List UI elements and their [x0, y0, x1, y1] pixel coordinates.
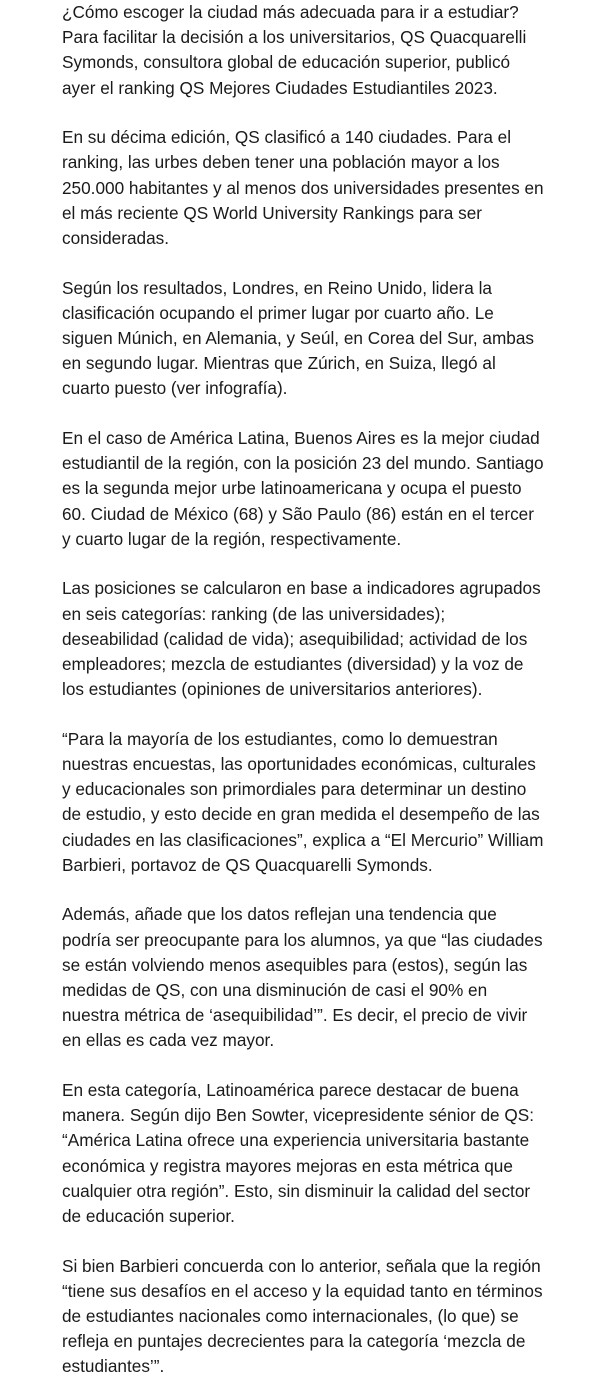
paragraph-methodology: En su décima edición, QS clasificó a 140 ciudades. Para el ranking, las urbes deben tener una población mayor a los 250.000 habitantes y al menos dos universidades presentes en el más reciente QS World University Rankings para ser consideradas.: [62, 127, 544, 249]
paragraph-indicators: Las posiciones se calcularon en base a indicadores agrupados en seis categorías: ranking (de las universidades); deseabilidad (calidad de vida); asequibilidad; actividad de los empleadores; mezcla de estudiantes (diversidad) y la voz de los estudiantes (opiniones de universitarios anteriores).: [62, 578, 541, 700]
paragraph-latin-america: En el caso de América Latina, Buenos Aires es la mejor ciudad estudiantil de la región, con la posición 23 del mundo. Santiago es la segunda mejor urbe latinoamericana y ocupa el puesto 60. Ciudad de México (68) y São Paulo (86) están en el tercer y cuarto lugar de la región, respectivamente.: [62, 428, 544, 549]
paragraph-global-results: Según los resultados, Londres, en Reino Unido, lidera la clasificación ocupando el primer lugar por cuarto año. Le siguen Múnich, en Alemania, y Seúl, en Corea del Sur, ambas en segundo lugar. Mientras que Zúrich, en Suiza, llegó al cuarto puesto (ver infografía).: [62, 277, 534, 399]
article-body: [62, 0, 562, 1380]
paragraph-sowter-quote: En esta categoría, Latinoamérica parece destacar de buena manera. Según dijo Ben Sowter, vicepresidente sénior de QS: “América Latina ofrece una experiencia universitaria bastante económica y registra mayores mejoras en esta métrica que cualquier otra región”. Esto, sin disminuir la calidad del sector de educación superior.: [62, 1080, 534, 1227]
paragraph-challenges: Si bien Barbieri concuerda con lo anterior, señala que la región “tiene sus desafíos en el acceso y la equidad tanto en términos de estudiantes nacionales como internacionales, (lo que) se refleja en puntajes decrecientes para la categoría ‘mezcla de estudiantes’”.: [62, 1255, 543, 1377]
paragraph-barbieri-quote: “Para la mayoría de los estudiantes, como lo demuestran nuestras encuestas, las oportunidades económicas, culturales y educacionales son primordiales para determinar un destino de estudio, y esto decide en gran medida el desempeño de las ciudades en las clasificaciones”, explica a “El Mercurio” William Barbieri, portavoz de QS Quacquarelli Symonds.: [62, 728, 544, 875]
paragraph-intro: ¿Cómo escoger la ciudad más adecuada para ir a estudiar? Para facilitar la decisión a los universitarios, QS Quacquarelli Symonds, consultora global de educación superior, publicó ayer el ranking QS Mejores Ciudades Estudiantiles 2023.: [62, 2, 527, 98]
paragraph-affordability: Además, añade que los datos reflejan una tendencia que podría ser preocupante para los alumnos, ya que “las ciudades se están volviendo menos asequibles para (estos), según las medidas de QS, con una disminución de casi el 90% en nuestra métrica de ‘asequibilidad’”. Es decir, el precio de vivir en ellas es cada vez mayor.: [62, 904, 543, 1051]
